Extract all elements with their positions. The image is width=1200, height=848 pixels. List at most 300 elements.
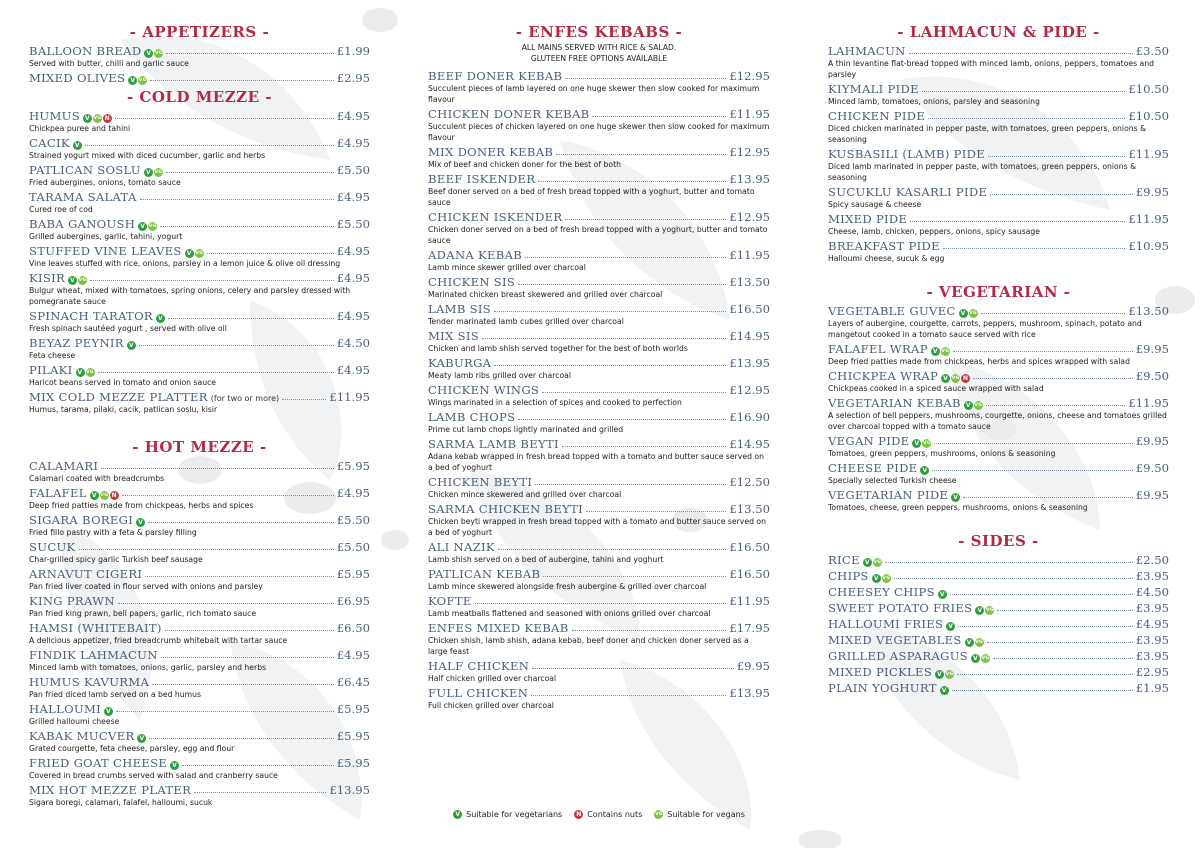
- vegetarian-icon: V: [951, 493, 960, 502]
- item-name-text: CHEESEY CHIPS: [828, 585, 935, 599]
- legend-vegetarian-label: Suitable for vegetarians: [466, 810, 563, 819]
- item-name: [828, 461, 929, 475]
- vegan-icon: VG: [951, 376, 960, 381]
- dot-leader: [963, 497, 1133, 498]
- item-description: Grilled halloumi cheese: [29, 717, 120, 726]
- item-description: Chicken mince skewered and grilled over charcoal: [428, 490, 622, 499]
- item-name: [828, 488, 960, 502]
- item-price: £9.95: [1135, 342, 1169, 356]
- item-name: [428, 475, 532, 489]
- menu-item-row: [428, 327, 770, 343]
- item-name-text: FINDIK LAHMACUN: [29, 648, 158, 662]
- vegetarian-icon: V: [931, 347, 940, 356]
- item-description: Calamari coated with breadcrumbs: [29, 474, 165, 483]
- item-name: [828, 147, 985, 161]
- item-description: Pan fried diced lamb served on a bed humus: [29, 690, 202, 699]
- menu-item-row: [428, 273, 770, 289]
- menu-item-row: [428, 619, 770, 635]
- item-name-text: SARMA LAMB BEYTI: [428, 437, 559, 451]
- item-name-text: CHICKEN DONER KEBAB: [428, 107, 590, 121]
- item-name-text: KIYMALI PIDE: [828, 82, 919, 96]
- menu-section: [29, 22, 370, 85]
- item-price: £11.95: [729, 594, 770, 608]
- dietary-badges: [935, 670, 954, 679]
- item-price: £5.50: [336, 163, 370, 177]
- item-name-text: CHICKEN BEYTI: [428, 475, 533, 489]
- menu-item: [428, 273, 770, 300]
- menu-item: [828, 340, 1169, 367]
- vegetarian-icon: V: [73, 141, 82, 150]
- item-name: [828, 109, 925, 123]
- menu-item-row: [428, 592, 770, 608]
- menu-item: [29, 592, 370, 619]
- item-price: £5.95: [336, 729, 370, 743]
- item-price: £4.95: [336, 109, 370, 123]
- item-name: [828, 396, 983, 410]
- dietary-badges: [156, 314, 165, 323]
- item-price: £4.50: [336, 336, 370, 350]
- menu-section: [29, 437, 370, 808]
- menu-item: [29, 565, 370, 592]
- dietary-legend: [428, 810, 770, 819]
- dot-leader: [168, 318, 334, 319]
- item-name-text: SUCUKLU KASARLI PIDE: [828, 185, 988, 199]
- item-name: [828, 617, 955, 631]
- item-price: £5.50: [336, 540, 370, 554]
- vegetarian-icon: V: [128, 76, 137, 85]
- item-name: [29, 648, 158, 662]
- menu-item-row: [428, 684, 770, 700]
- dot-leader: [953, 351, 1133, 352]
- dot-leader: [115, 118, 334, 119]
- dietary-badges: [941, 374, 970, 383]
- item-description: Succulent pieces of chicken layered on one huge skewer then slow cooked for maximum flavour: [428, 122, 770, 142]
- item-name-text: HUMUS KAVURMA: [29, 675, 150, 689]
- item-price: £16.50: [729, 567, 770, 581]
- dot-leader: [498, 549, 727, 550]
- vegetarian-icon: V: [938, 590, 947, 599]
- item-price: £5.95: [336, 702, 370, 716]
- item-price: £16.50: [729, 302, 770, 316]
- dot-leader: [98, 372, 334, 373]
- menu-item-row: [29, 215, 370, 231]
- menu-item: [428, 500, 770, 538]
- menu-item-row: [828, 42, 1169, 58]
- item-name-text: STUFFED VINE LEAVES: [29, 244, 182, 258]
- dot-leader: [973, 378, 1133, 379]
- menu-item-row: [428, 208, 770, 224]
- item-description: Haricot beans served in tomato and onion sauce: [29, 378, 217, 387]
- item-name-text: MIX SIS: [428, 329, 479, 343]
- dot-leader: [166, 53, 333, 54]
- item-name: [828, 239, 940, 253]
- menu-item-row: [29, 538, 370, 554]
- item-price: £5.95: [336, 459, 370, 473]
- menu-item: [29, 161, 370, 188]
- item-name-text: LAHMACUN: [828, 44, 906, 58]
- item-price: £3.50: [1135, 44, 1169, 58]
- vegetarian-icon: V: [68, 276, 77, 285]
- item-description: Strained yogurt mixed with diced cucumber, garlic and herbs: [29, 151, 266, 160]
- item-name: [428, 437, 559, 451]
- menu-item: [29, 334, 370, 361]
- item-price: £16.90: [729, 410, 770, 424]
- dot-leader: [116, 711, 334, 712]
- item-name-text: HALLOUMI FRIES: [828, 617, 944, 631]
- item-name-text: GRILLED ASPARAGUS: [828, 649, 969, 663]
- vegetarian-icon: V: [185, 249, 194, 258]
- menu-item: [29, 69, 370, 85]
- item-description: Cured roe of cod: [29, 205, 93, 214]
- item-name: [828, 342, 950, 356]
- item-price: £13.95: [329, 783, 370, 797]
- menu-item-row: [29, 700, 370, 716]
- menu-item: [828, 459, 1169, 486]
- item-price: £2.95: [1135, 665, 1169, 679]
- menu-item: [828, 679, 1169, 695]
- menu-item-row: [828, 432, 1169, 448]
- item-price: £9.95: [1135, 488, 1169, 502]
- menu-item-row: [29, 334, 370, 350]
- menu-item: [428, 143, 770, 170]
- dot-leader: [950, 594, 1133, 595]
- vegan-icon: VG: [154, 170, 163, 175]
- item-name-text: BEEF DONER KEBAB: [428, 69, 563, 83]
- item-description: Wings marinated in a selection of spices and cooked to perfection: [428, 398, 682, 407]
- item-name-text: BEYAZ PEYNIR: [29, 336, 124, 350]
- nuts-icon: N: [104, 115, 111, 122]
- dot-leader: [988, 156, 1125, 157]
- item-description: Chicken and lamb shish served together for the best of both worlds: [428, 344, 688, 353]
- item-description: Half chicken grilled over charcoal: [428, 674, 557, 683]
- item-name: [29, 309, 165, 323]
- item-description: Cheese, lamb, chicken, peppers, onions, spicy sausage: [828, 227, 1041, 236]
- dot-leader: [139, 345, 334, 346]
- dietary-badges: [975, 606, 994, 615]
- menu-item-row: [828, 567, 1169, 583]
- item-price: £3.95: [1135, 633, 1169, 647]
- item-name: [428, 275, 515, 289]
- item-description: Lamb mince skewer grilled over charcoal: [428, 263, 586, 272]
- vegan-icon: VG: [986, 608, 994, 613]
- item-name: [29, 190, 137, 204]
- item-name: [29, 244, 204, 258]
- dot-leader: [542, 392, 726, 393]
- item-price: £11.95: [729, 107, 770, 121]
- menu-item-row: [29, 69, 370, 85]
- menu-item: [428, 208, 770, 246]
- item-price: £1.95: [1135, 681, 1169, 695]
- dietary-badges: [136, 518, 145, 527]
- item-name-text: FRIED GOAT CHEESE: [29, 756, 168, 770]
- item-description: Pan fried liver coated in flour served with onions and parsley: [29, 582, 263, 591]
- item-description: Bulgur wheat, mixed with tomatoes, spring onions, celery and parsley dressed with pomegranate sauce: [29, 286, 351, 306]
- item-description: Diced chicken marinated in pepper paste, with tomatoes, green peppers, onions & seasoning: [828, 124, 1147, 144]
- item-price: £9.50: [1135, 369, 1169, 383]
- menu-item: [828, 631, 1169, 647]
- vegetarian-icon: V: [136, 518, 145, 527]
- menu-column-1: [29, 22, 370, 808]
- item-description: Fried aubergines, onions, tomato sauce: [29, 178, 181, 187]
- menu-item: [428, 565, 770, 592]
- item-description: Tender marinated lamb cubes grilled over charcoal: [428, 317, 624, 326]
- item-name-text: ADANA KEBAB: [428, 248, 523, 262]
- item-name: [828, 585, 947, 599]
- item-price: £9.95: [1135, 434, 1169, 448]
- item-name-text: MIX COLD MEZZE PLATTER: [29, 390, 208, 404]
- menu-item-row: [828, 679, 1169, 695]
- item-name-text: PLAIN YOGHURT: [828, 681, 937, 695]
- item-description: Lamb mince skewered alongside fresh aubergine & grilled over charcoal: [428, 582, 707, 591]
- item-description: Adana kebab wrapped in fresh bread topped with a tomato and butter sauce served on a bed of yoghurt: [428, 452, 764, 472]
- vegetarian-icon: V: [104, 707, 113, 716]
- menu-item-row: [828, 210, 1169, 226]
- menu-item-row: [828, 394, 1169, 410]
- vegetarian-icon: V: [76, 368, 85, 377]
- dot-leader: [997, 610, 1132, 611]
- item-description: Deep fried patties made from chickpeas, herbs and spices: [29, 501, 254, 510]
- menu-item-row: [29, 188, 370, 204]
- item-name: [828, 369, 970, 383]
- item-name: [29, 567, 142, 581]
- item-name-text: TARAMA SALATA: [29, 190, 137, 204]
- dietary-badges: [912, 439, 931, 448]
- item-price: £10.95: [1128, 239, 1169, 253]
- menu-section: [828, 282, 1169, 513]
- dot-leader: [958, 626, 1133, 627]
- menu-item-row: [29, 242, 370, 258]
- dietary-badges: [965, 638, 984, 647]
- item-name: [428, 621, 569, 635]
- item-name-text: KABURGA: [428, 356, 492, 370]
- menu-item-row: [428, 246, 770, 262]
- item-price: £11.95: [329, 390, 370, 404]
- item-description: Minced lamb, tomatoes, onions, parsley and seasoning: [828, 97, 1040, 106]
- menu-item-row: [29, 134, 370, 150]
- item-price: £9.95: [736, 659, 770, 673]
- item-price: £4.95: [1135, 617, 1169, 631]
- menu-item-row: [29, 781, 370, 797]
- item-name: [428, 410, 515, 424]
- dietary-badges: [971, 654, 990, 663]
- vegetarian-icon: V: [971, 654, 980, 663]
- menu-item-row: [828, 107, 1169, 123]
- item-price: £6.95: [336, 594, 370, 608]
- menu-item: [428, 327, 770, 354]
- section-title: - COLD MEZZE -: [126, 88, 273, 106]
- menu-item: [828, 302, 1169, 340]
- vegetarian-icon: V: [872, 574, 881, 583]
- dot-leader: [122, 495, 334, 496]
- dot-leader: [194, 792, 326, 793]
- menu-item: [828, 583, 1169, 599]
- vegan-icon: VG: [93, 116, 102, 121]
- item-description: Chicken shish, lamb shish, adana kebab, beef doner and chicken doner served as a large feast: [428, 636, 749, 656]
- menu-item-row: [428, 381, 770, 397]
- item-description: A selection of bell peppers, mushrooms, courgette, onions, cheese and tomatoes grilled over charcoal topped with a tomato sauce: [828, 411, 1167, 431]
- dietary-badges: [185, 249, 204, 258]
- item-name-text: CHEESE PIDE: [828, 461, 918, 475]
- section-title: - APPETIZERS -: [129, 23, 270, 41]
- dietary-badges: [144, 49, 163, 58]
- menu-item: [428, 657, 770, 684]
- menu-item: [29, 388, 370, 415]
- item-price: £4.95: [336, 648, 370, 662]
- dot-leader: [592, 116, 726, 117]
- item-name: [828, 569, 891, 583]
- item-description: Meaty lamb ribs grilled over charcoal: [428, 371, 572, 380]
- item-name-text: VEGETARIAN KEBAB: [828, 396, 961, 410]
- menu-column-3: [828, 22, 1169, 695]
- menu-column-2: [428, 22, 770, 711]
- item-name-text: MIXED PIDE: [828, 212, 908, 226]
- item-name: [29, 44, 163, 58]
- vegetarian-icon: V: [975, 606, 984, 615]
- dot-leader: [282, 399, 326, 400]
- vegan-icon: VG: [100, 493, 109, 498]
- menu-item: [828, 42, 1169, 80]
- vegan-icon: VG: [969, 311, 978, 316]
- menu-item-row: [29, 388, 370, 404]
- dot-leader: [79, 549, 334, 550]
- menu-item: [428, 435, 770, 473]
- vegetarian-icon: V: [138, 222, 147, 231]
- item-price: £11.95: [1128, 147, 1169, 161]
- vegan-icon: VG: [882, 576, 891, 581]
- item-name: [428, 686, 528, 700]
- item-name-text: CHIPS: [828, 569, 869, 583]
- dot-leader: [987, 642, 1133, 643]
- dietary-badges: [90, 491, 119, 500]
- menu-item-row: [828, 663, 1169, 679]
- dietary-badges: [128, 76, 147, 85]
- item-description: Pan fried king prawn, bell papers, garlic, rich tomato sauce: [29, 609, 257, 618]
- dot-leader: [482, 338, 726, 339]
- section-subtitle: GLUTEEN FREE OPTIONS AVAILABLE: [530, 54, 668, 63]
- dot-leader: [943, 248, 1126, 249]
- dietary-badges: [76, 368, 95, 377]
- item-description: Char-grilled spicy garlic Turkish beef sausage: [29, 555, 203, 564]
- item-price: £11.95: [729, 248, 770, 262]
- menu-item-row: [29, 161, 370, 177]
- item-name-text: CHICKEN ISKENDER: [428, 210, 563, 224]
- dot-leader: [909, 53, 1133, 54]
- item-price: £5.95: [336, 567, 370, 581]
- item-name: [428, 659, 529, 673]
- dietary-badges: [951, 493, 960, 502]
- dot-leader: [531, 695, 726, 696]
- item-price: £12.50: [729, 475, 770, 489]
- menu-item-row: [29, 565, 370, 581]
- menu-item-row: [828, 183, 1169, 199]
- vegetarian-icon: V: [156, 314, 165, 323]
- dietary-badges: [73, 141, 82, 150]
- dot-leader: [152, 684, 334, 685]
- menu-item: [29, 188, 370, 215]
- vegetarian-icon: V: [137, 734, 146, 743]
- menu-item-row: [29, 484, 370, 500]
- item-name: [29, 336, 136, 350]
- item-price: £6.45: [336, 675, 370, 689]
- item-price: £3.95: [1135, 569, 1169, 583]
- menu-item: [428, 684, 770, 711]
- item-name: [428, 145, 553, 159]
- vegetarian-icon: V: [920, 466, 929, 475]
- item-price: £13.50: [729, 502, 770, 516]
- menu-item: [29, 42, 370, 69]
- menu-item: [828, 107, 1169, 145]
- menu-item-row: [428, 67, 770, 83]
- item-price: £12.95: [729, 145, 770, 159]
- dot-leader: [572, 630, 727, 631]
- item-name-text: LAMB CHOPS: [428, 410, 516, 424]
- item-name: [828, 212, 907, 226]
- menu-item-row: [428, 473, 770, 489]
- dot-leader: [518, 419, 726, 420]
- menu-section: [428, 22, 770, 711]
- menu-item-row: [828, 80, 1169, 96]
- vegetarian-icon: V: [170, 761, 179, 770]
- item-name: [828, 665, 954, 679]
- item-description: Fresh spinach sautéed yogurt , served with olive oil: [29, 324, 227, 333]
- menu-item-row: [29, 269, 370, 285]
- item-name: [428, 210, 562, 224]
- menu-section: [29, 87, 370, 415]
- item-description: Chicken doner served on a bed of fresh bread topped with a yoghurt, butter and tomato sauce: [428, 225, 768, 245]
- item-name-text: PILAKI: [29, 363, 73, 377]
- legend-vegan: [654, 810, 745, 819]
- menu-item: [828, 663, 1169, 679]
- dot-leader: [160, 226, 334, 227]
- item-name: [428, 356, 491, 370]
- item-description: A delicious appetizer, fried breadcrumb whitebait with tartar sauce: [29, 636, 288, 645]
- dot-leader: [182, 765, 334, 766]
- item-name: [428, 594, 472, 608]
- item-name-text: SARMA CHICKEN BEYTI: [428, 502, 584, 516]
- item-description: Mix of beef and chicken doner for the best of both: [428, 160, 621, 169]
- dot-leader: [922, 91, 1126, 92]
- item-price: £4.95: [336, 309, 370, 323]
- item-name: [428, 329, 479, 343]
- menu-item-row: [29, 619, 370, 635]
- item-name: [828, 601, 994, 615]
- menu-item: [29, 134, 370, 161]
- item-description: Chickpea puree and tahini: [29, 124, 131, 133]
- dot-leader: [543, 576, 726, 577]
- menu-item-row: [29, 457, 370, 473]
- menu-item: [828, 551, 1169, 567]
- item-name-text: ARNAVUT CIGERI: [29, 567, 143, 581]
- dietary-badges: [872, 574, 891, 583]
- vegetarian-icon: V: [144, 168, 153, 177]
- item-price: £5.50: [336, 217, 370, 231]
- menu-item: [29, 307, 370, 334]
- item-description: Grilled aubergines, garlic, tahini, yogurt: [29, 232, 183, 241]
- legend-nuts-label: Contains nuts: [587, 810, 643, 819]
- item-name: [29, 71, 147, 85]
- item-description: A thin levantine flat-bread topped with minced lamb, onions, peppers, tomatoes and parsley: [828, 59, 1154, 79]
- dietary-badges: [138, 222, 157, 231]
- item-price: £4.95: [336, 363, 370, 377]
- item-description: Tomatoes, green peppers, mushrooms, onions & seasoning: [828, 449, 1056, 458]
- item-name-text: MIXED PICKLES: [828, 665, 933, 679]
- menu-item-row: [828, 367, 1169, 383]
- section-title: - VEGETARIAN -: [926, 283, 1071, 301]
- dot-leader: [494, 365, 726, 366]
- dot-leader: [525, 257, 726, 258]
- dietary-badges: [68, 276, 87, 285]
- legend-nuts: [574, 810, 642, 819]
